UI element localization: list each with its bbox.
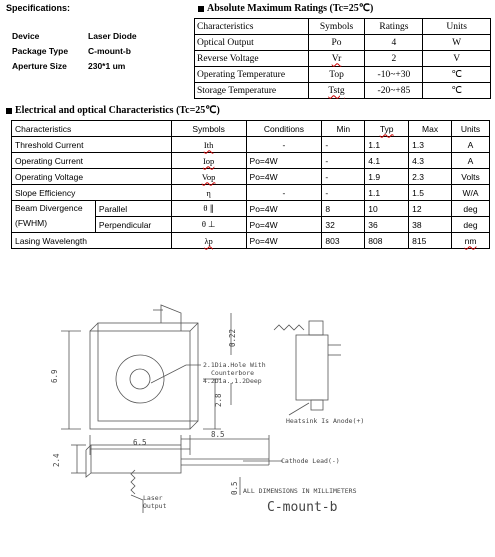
symbol-text: Vop <box>201 171 216 182</box>
table-cell: 808 <box>365 233 409 249</box>
laser-output-label-2: Output <box>143 502 167 510</box>
table-cell: Lasing Wavelength <box>12 233 172 249</box>
amr-title <box>198 3 373 14</box>
table-row <box>195 51 491 67</box>
dim-8-5: 8.5 <box>211 430 225 439</box>
table-cell: 12 <box>409 201 452 217</box>
table-cell: 1.1 <box>365 137 409 153</box>
counterbore-circle <box>116 355 164 403</box>
table-cell: 2.3 <box>409 169 452 185</box>
package-front-outline <box>98 323 198 421</box>
table-cell: deg <box>452 201 490 217</box>
dim-0-22: 0.22 <box>228 328 237 347</box>
table-cell: - <box>322 169 365 185</box>
table-cell: 38 <box>409 217 452 233</box>
table-cell <box>171 233 246 249</box>
table-cell: Po=4W <box>246 169 322 185</box>
package-front-face <box>90 331 190 429</box>
symbol-text: Ith <box>203 139 214 150</box>
table-header-cell: Symbols <box>308 19 365 35</box>
table-row <box>12 137 490 153</box>
spec-label-device: Device <box>12 31 40 41</box>
beam-label-text: Beam Divergence <box>15 203 83 213</box>
dim-0-5: 0.5 <box>230 481 239 495</box>
laser-output-label-1: Laser <box>143 494 163 502</box>
specifications-title: Specifications: <box>6 3 71 13</box>
amr-title-text: Absolute Maximum Ratings (Tc=25℃) <box>207 3 374 14</box>
eo-table <box>11 120 490 249</box>
table-header-cell: Min <box>322 121 365 137</box>
eo-title-text: Electrical and optical Characteristics (Tc=25℃) <box>15 105 220 116</box>
table-cell: Parallel <box>95 201 171 217</box>
table-cell: -20~+85 <box>365 83 423 99</box>
symbol-text: λp <box>204 235 213 246</box>
table-header-cell: Max <box>409 121 452 137</box>
table-cell: 1.3 <box>409 137 452 153</box>
table-cell: Operating Current <box>12 153 172 169</box>
table-cell: 36 <box>365 217 409 233</box>
table-cell <box>452 233 490 249</box>
table-cell: - <box>322 153 365 169</box>
table-cell: 803 <box>322 233 365 249</box>
hole-note-line-3: 4.2Dia.,1.2Deep <box>203 377 262 385</box>
table-cell: Slope Efficiency <box>12 185 172 201</box>
table-row <box>195 83 491 99</box>
table-cell: θ ⊥ <box>171 217 246 233</box>
heatsink-note: Heatsink Is Anode(+) <box>286 417 365 425</box>
table-cell: V <box>423 51 491 67</box>
hole-note-line-2: Counterbore <box>211 369 255 377</box>
symbol-text: Iop <box>202 155 215 166</box>
table-cell: deg <box>452 217 490 233</box>
table-cell: -10~+30 <box>365 67 423 83</box>
symbol-text: Tstg <box>328 85 345 96</box>
table-cell: 1.1 <box>365 185 409 201</box>
table-cell: - <box>246 137 322 153</box>
spec-value-device: Laser Diode <box>88 31 137 41</box>
table-header-cell: Units <box>452 121 490 137</box>
symbol-text: Vr <box>331 53 342 64</box>
table-cell: Top <box>308 67 365 83</box>
table-cell: Operating Temperature <box>195 67 309 83</box>
table-header-cell: Symbols <box>171 121 246 137</box>
table-cell: θ ∥ <box>171 201 246 217</box>
spec-value-package: C-mount-b <box>88 46 131 56</box>
dim-6-9: 6.9 <box>50 369 59 383</box>
table-cell <box>308 51 365 67</box>
table-cell: W <box>423 35 491 51</box>
bullet-square-icon <box>198 6 204 12</box>
hole-note-line-1: 2.1Dia.Hole With <box>203 361 266 369</box>
package-name-label: C-mount-b <box>267 500 338 515</box>
table-cell: 4 <box>365 35 423 51</box>
table-cell: Perpendicular <box>95 217 171 233</box>
table-header-row <box>195 19 491 35</box>
table-cell <box>308 83 365 99</box>
table-cell: η <box>171 185 246 201</box>
table-header-row <box>12 121 490 137</box>
table-cell: - <box>246 185 322 201</box>
header-text: Typ <box>379 123 394 134</box>
table-cell: 2 <box>365 51 423 67</box>
table-cell: - <box>322 137 365 153</box>
table-cell: - <box>322 185 365 201</box>
beam-divergence-label <box>12 201 96 233</box>
table-row <box>12 153 490 169</box>
table-header-cell: Characteristics <box>12 121 172 137</box>
mechanical-drawing <box>11 255 490 555</box>
table-cell: W/A <box>452 185 490 201</box>
table-header-cell: Conditions <box>246 121 322 137</box>
table-cell: 1.5 <box>409 185 452 201</box>
table-cell: Reverse Voltage <box>195 51 309 67</box>
table-cell: Operating Voltage <box>12 169 172 185</box>
table-row <box>12 169 490 185</box>
table-row <box>12 233 490 249</box>
spec-label-aperture: Aperture Size <box>12 61 67 71</box>
dim-2-4: 2.4 <box>52 453 61 467</box>
unit-text: nm <box>464 235 477 246</box>
table-cell: Po=4W <box>246 233 322 249</box>
table-cell: Volts <box>452 169 490 185</box>
table-cell: 10 <box>365 201 409 217</box>
table-cell: 4.3 <box>409 153 452 169</box>
table-header-cell <box>365 121 409 137</box>
table-row <box>12 185 490 201</box>
table-cell: Po=4W <box>246 201 322 217</box>
dim-6-5: 6.5 <box>133 438 147 447</box>
table-cell: A <box>452 137 490 153</box>
table-cell: 4.1 <box>365 153 409 169</box>
table-cell: A <box>452 153 490 169</box>
table-cell: 815 <box>409 233 452 249</box>
table-row <box>195 35 491 51</box>
eo-title <box>6 105 220 116</box>
dim-2-8: 2.8 <box>214 393 223 407</box>
bullet-square-icon <box>6 108 12 114</box>
table-cell: 8 <box>322 201 365 217</box>
spec-value-aperture: 230*1 um <box>88 61 126 71</box>
table-header-cell: Characteristics <box>195 19 309 35</box>
beam-label-text-2: (FWHM) <box>15 218 48 228</box>
table-row <box>195 67 491 83</box>
table-cell: Po=4W <box>246 217 322 233</box>
table-cell: ℃ <box>423 67 491 83</box>
table-cell: 1.9 <box>365 169 409 185</box>
table-cell <box>171 153 246 169</box>
table-cell <box>171 169 246 185</box>
table-cell: 32 <box>322 217 365 233</box>
table-row <box>12 201 490 217</box>
table-header-cell: Units <box>423 19 491 35</box>
table-cell: Threshold Current <box>12 137 172 153</box>
table-cell: Po <box>308 35 365 51</box>
table-cell: ℃ <box>423 83 491 99</box>
table-header-cell: Ratings <box>365 19 423 35</box>
table-cell <box>171 137 246 153</box>
hole-circle <box>130 369 150 389</box>
cathode-note: Cathode Lead(-) <box>281 457 340 465</box>
all-dimensions-note: ALL DIMENSIONS IN MILLIMETERS <box>243 487 357 495</box>
table-cell: Optical Output <box>195 35 309 51</box>
amr-table <box>194 18 491 99</box>
table-cell: Storage Temperature <box>195 83 309 99</box>
table-cell: Po=4W <box>246 153 322 169</box>
spec-label-package: Package Type <box>12 46 69 56</box>
